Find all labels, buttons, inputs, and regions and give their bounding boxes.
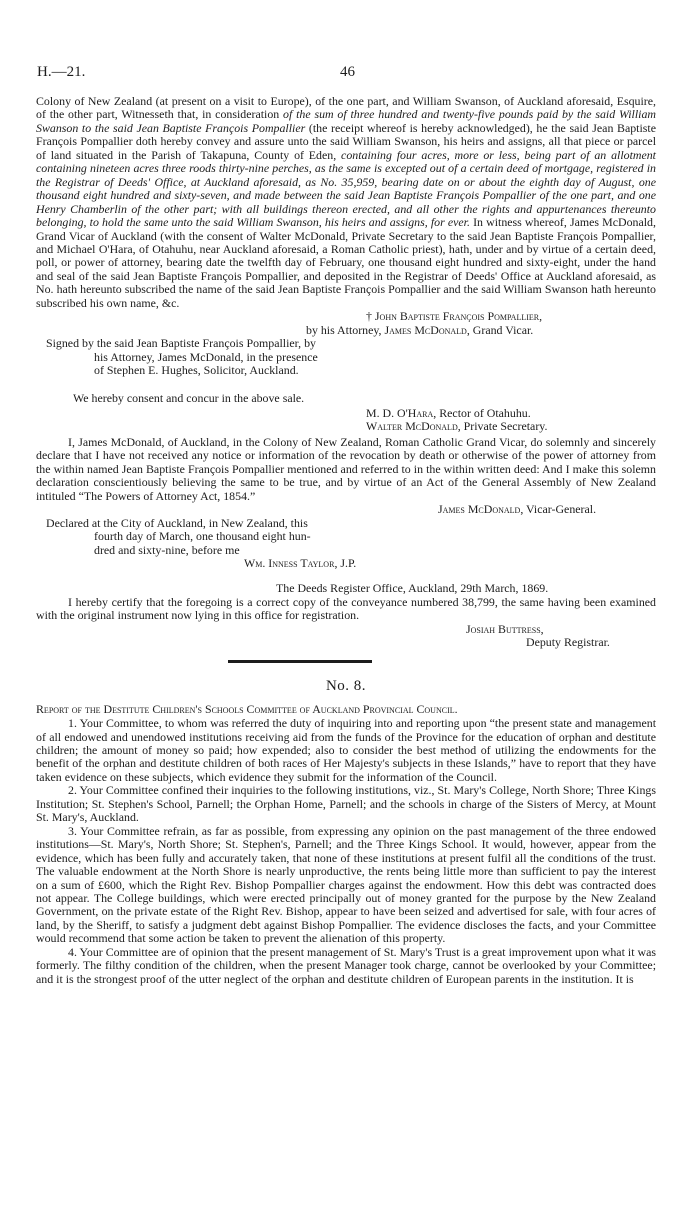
declaration-paragraph: I, James McDonald, of Auckland, in the Colony of New Zealand, Roman Catholic Grand Vicar, do solemnly and sincerely declare that I have not received any notice or information of the revocation by death or otherwise of the power of attorney from the within named Jean Baptiste François Pompallier mentioned and referred to in the within written deed: And I make this solemn declaration conscientiously believing the same to be true, and by virtue of an Act of the General Assembly of New Zealand intituled “The Powers of Attorney Act, 1854.” [36, 434, 656, 503]
report-title: Report of the Destitute Children's Schools Committee of Auckland Provincial Council. [36, 701, 458, 716]
signed-line: his Attorney, James McDonald, in the presence [94, 349, 318, 364]
declared-line: Declared at the City of Auckland, in New Zealand, this [46, 515, 308, 530]
vicar-name: James McDonald [438, 502, 521, 517]
walter-name: Walter McDonald [366, 419, 458, 434]
walter-signature [36, 420, 656, 433]
vicar-title: , Vicar-General. [520, 502, 597, 517]
report-paragraph-2: 2. Your Committee confined their inquiries to the following institutions, viz., St. Mary's College, North Shore; Three Kings Institution; St. Stephen's School, Parnell; the Orphan Home, Parnell; and the schools in charge of the Sisters of Mercy, at Mount St. Mary's, Auckland. [36, 783, 656, 825]
conveyance-paragraph [36, 95, 656, 310]
page-number: 46 [340, 64, 355, 80]
consent-statement: We hereby consent and concur in the above sale. [73, 390, 305, 405]
declared-line: fourth day of March, one thousand eight hun- [94, 529, 311, 544]
conveyance-italic-1: of the sum of three hundred and twenty-five pounds paid by the said William Swanson to the said Jean Baptiste François Pompallier [36, 107, 656, 135]
report-paragraph-3: 3. Your Committee refrain, as far as possible, from expressing any opinion on the past management of the three endowed institutions—St. Mary's, North Shore; St. Stephen's, Parnell; and the Three Kings School. It would, however, appear from the evidence, which has been fully and accurately taken, that none of these institutions at present fulfil all the conditions of the trust. The valuable endowment at the North Shore is nearly unproductive, the rents being little more than sufficient to pay the interest on a sum of £600, which the Right Rev. Bishop Pompallier charges against the endowment. How this debt was contracted does not appear. The College buildings, which were erected principally out of money granted for the purpose by the New Zealand Government, on the private estate of the Right Rev. Bishop, appear to have been seized and advertised for sale, with four acres of land, by the Sheriff, to satisfy a judgment debt against Bishop Pompallier. The evidence discloses the facts, and your Committee would recommend that some action be taken to prevent the alienation of this property. [36, 823, 656, 946]
declared-line: dred and sixty-nine, before me [94, 542, 240, 557]
attorney-name: James McDonald [384, 322, 467, 337]
pompallier-name: † John Baptiste François Pompallier, [366, 309, 543, 324]
jp-name: Wm. Inness Taylor [244, 555, 335, 570]
signed-line: of Stephen E. Hughes, Solicitor, Auckland. [94, 363, 299, 378]
walter-title: , Private Secretary. [457, 419, 548, 434]
conveyance-text-2: (the receipt whereof is hereby acknowledged), he the said Jean Baptiste François Pompallier doth hereby convey and assure unto the said William Swanson, his heirs and assigns, all that piece or parcel of land situated in the Parish of Takapuna, County of Eden, [36, 120, 657, 162]
signed-clause [46, 337, 656, 377]
attorney-prefix: by his Attorney, [306, 322, 385, 337]
report-paragraph-1: 1. Your Committee, to whom was referred the duty of inquiring into and reporting upon “the present state and management of all endowed and unendowed institutions receiving aid from the funds of the Province for the education of orphan and destitute children; the amount of money so paid; how expended; also to consider the best method of utilizing the endowments for the benefit of the orphan and destitute children of both races of Her Majesty's subjects in these Islands,” have to report that they have taken evidence on these subjects, which evidence they submit for the information of the Council. [36, 716, 656, 784]
report-number: No. 8. [325, 677, 367, 694]
page-body [36, 95, 656, 986]
pompallier-signature [36, 310, 656, 323]
report-paragraph-4: 4. Your Committee are of opinion that the present management of St. Mary's Trust is a great improvement upon what it was formerly. The filthy condition of the children, when the present Manager took charge, cannot be overlooked by your Committee; and it is the strongest proof of the utter neglect of the orphan and destitute children of European parents in the institution. It is [36, 944, 656, 986]
ohara-name: M. D. O'Hara [366, 405, 434, 420]
attorney-title: , Grand Vicar. [466, 322, 534, 337]
conveyance-text-1: Colony of New Zealand (at present on a visit to Europe), of the one part, and William Swanson, of Auckland aforesaid, Esquire, of the other part, Witnesseth that, in consideration [36, 94, 656, 122]
ohara-signature [36, 407, 656, 420]
conveyance-italic-2: containing four acres, more or less, being part of an allotment containing nineteen acres three roods thirty-nine perches, as the same is excepted out of a certain deed of mortgage, registered in the Registrar of Deeds' Office, at Auckland aforesaid, as No. 35,959, bearing date on or about the eighth day of August, one thousand eight hundred and sixty-seven, and made between the said Jean Baptiste François Pompallier of the one part, and one Henry Chamberlin of the other part; with all buildings thereon erected, and all other the rights and appurtenances thereunto belonging, to hold the same unto the said William Swanson, his heirs and assigns, for ever. [36, 147, 656, 230]
signed-line: Signed by the said Jean Baptiste François Pompallier, by [46, 336, 316, 351]
jp-signature [46, 557, 656, 570]
deeds-office-line: The Deeds Register Office, Auckland, 29th March, 1869. [276, 581, 549, 596]
declared-clause [46, 517, 656, 571]
jp-suffix: , J.P. [334, 555, 357, 570]
attorney-signature [36, 324, 656, 337]
conveyance-text-3: In witness whereof, James McDonald, Grand Vicar of Auckland (with the consent of Walter McDonald, Private Secretary to the said Jean Baptiste François Pompallier, and Michael O'Hara, of Otahuhu, near Auckland aforesaid, a Roman Catholic priest), hath, under and by virtue of a certain deed, poll, or power of attorney, bearing date the twelfth day of February, one thousand eight hundred and sixty-eight, under the hand and seal of the said Jean Baptiste François Pompallier, and deposited in the Registrar of Deeds' Office at Auckland aforesaid, as No. hath hereunto subscribed the name of the said Jean Baptiste François Pompallier and the said William Swanson hath hereunto subscribed his own name, &c. [36, 215, 656, 310]
ohara-title: , Rector of Otahuhu. [433, 405, 531, 420]
registrar-title: Deputy Registrar. [526, 635, 610, 650]
document-reference: H.—21. [37, 64, 86, 80]
registrar-name: Josiah Buttress, [466, 621, 544, 636]
vicar-signature [36, 503, 656, 516]
section-divider [228, 660, 372, 663]
certificate-paragraph: I hereby certify that the foregoing is a correct copy of the conveyance numbered 38,799, the same having been examined with the original instrument now lying in this office for registration. [36, 594, 656, 623]
